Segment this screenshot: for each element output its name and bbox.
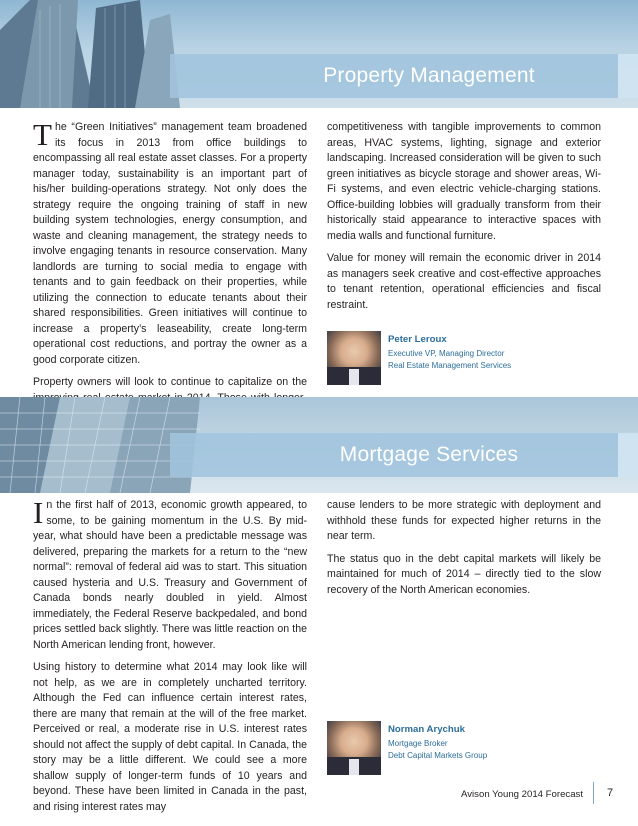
profile-title: Mortgage Broker bbox=[388, 739, 448, 748]
page-number: 7 bbox=[607, 787, 614, 799]
footer-publication: Avison Young 2014 Forecast bbox=[461, 789, 583, 800]
portrait-photo bbox=[327, 331, 381, 385]
mortgage-paragraph-2: Using history to determine what 2014 may look like will not help, as we are in completely uncharted territory. Although the Fed can influence certain interest rates, there are many that remain at the will of the free market. Perceived or real, a moderate rise in U.S. interest rates should not affect the supply of debt capital. In Canada, the story may be a little different. We could see a more shallow supply of longer-term funds of 10 years and beyond. These have been limited in Canada in the past, and rising interest rates may bbox=[33, 661, 307, 813]
mortgage-paragraph-1-text: n the first half of 2013, economic growth appeared, to some, to be gaining momentum in the U.S. By mid-year, what should have been a predictable message was delivered, preparing the markets for a return to the “new normal”: removal of federal aid was to start. This situation caused hysteria and U.S. Treasury and Government of Canada bonds nearly doubled in yield. Almost immediately, the Federal Reserve backpedaled, and bond prices settled back slightly. There was little reaction on the North American lending front, however. bbox=[33, 499, 307, 651]
mortgage-services-title-band bbox=[170, 433, 638, 477]
profile-group: Debt Capital Markets Group bbox=[388, 751, 488, 760]
mortgage-right-column bbox=[327, 498, 601, 605]
portrait-photo bbox=[327, 721, 381, 775]
title-band-edge bbox=[618, 54, 638, 98]
portrait-collar bbox=[349, 369, 359, 385]
mortgage-dropcap: I bbox=[33, 495, 44, 530]
property-dropcap: T bbox=[33, 117, 52, 152]
profile-name: Norman Arychuk bbox=[388, 724, 465, 735]
profile-name: Peter Leroux bbox=[388, 334, 447, 345]
mortgage-left-column bbox=[33, 495, 307, 822]
property-left-column bbox=[33, 117, 307, 429]
property-management-title-band bbox=[170, 54, 638, 98]
mortgage-paragraph-1 bbox=[33, 495, 307, 653]
profile-group: Real Estate Management Services bbox=[388, 361, 512, 370]
property-paragraph-1-text: he “Green Initiatives” management team broadened its focus in 2013 from office buildings to encompassing all real estate asset classes. For a property manager today, sustainability is an important part of his/her building-operations strategy. Not only does the strategy require the ongoing training of staff in new building system technologies, energy consumption, and waste and cleaning management, the strategy needs to involve engaging tenants in resource conservation. Many landlords are turning to social media to engage with tenants and to gain feedback on their properties, while utilizing the connection to educate tenants about their shared responsibilities. Green initiatives will continue to increase a property’s leaseability, create long-term operational cost reductions, and portray the owner as a good corporate citizen. bbox=[33, 121, 307, 366]
mortgage-services-banner bbox=[0, 397, 638, 493]
mortgage-services-title: Mortgage Services bbox=[339, 443, 519, 466]
mortgage-paragraph-4: The status quo in the debt capital markets will likely be maintained for much of 2014 – directly tied to the slow recovery of the North American economies. bbox=[327, 552, 601, 596]
property-paragraph-3: competitiveness with tangible improvements to common areas, HVAC systems, lighting, signage and exterior landscaping. Increased consideration will be given to such green initiatives as bicycle storage and shower areas, Wi-Fi systems, and even electric vehicle-charging stations. Office-building lobbies will gradually transform from their historically staid appearance to interactive spaces with media walls and functional furniture. bbox=[327, 121, 601, 242]
property-paragraph-4: Value for money will remain the economic driver in 2014 as managers seek creative and cost-effective approaches to tenant retention, operational efficiencies and fiscal restraint. bbox=[327, 252, 601, 311]
footer-divider bbox=[593, 782, 594, 804]
title-band-edge bbox=[618, 433, 638, 477]
property-paragraph-2: Property owners will look to continue to capitalize on the bbox=[33, 376, 307, 388]
property-paragraph-1 bbox=[33, 117, 307, 368]
property-right-column bbox=[327, 120, 601, 320]
property-management-banner bbox=[0, 0, 638, 108]
profile-title: Executive VP, Managing Director bbox=[388, 349, 505, 358]
mortgage-paragraph-3: cause lenders to be more strategic with deployment and withhold these funds for expected higher returns in the near term. bbox=[327, 499, 601, 542]
property-management-title: Property Management bbox=[323, 64, 535, 87]
portrait-collar bbox=[349, 759, 359, 775]
